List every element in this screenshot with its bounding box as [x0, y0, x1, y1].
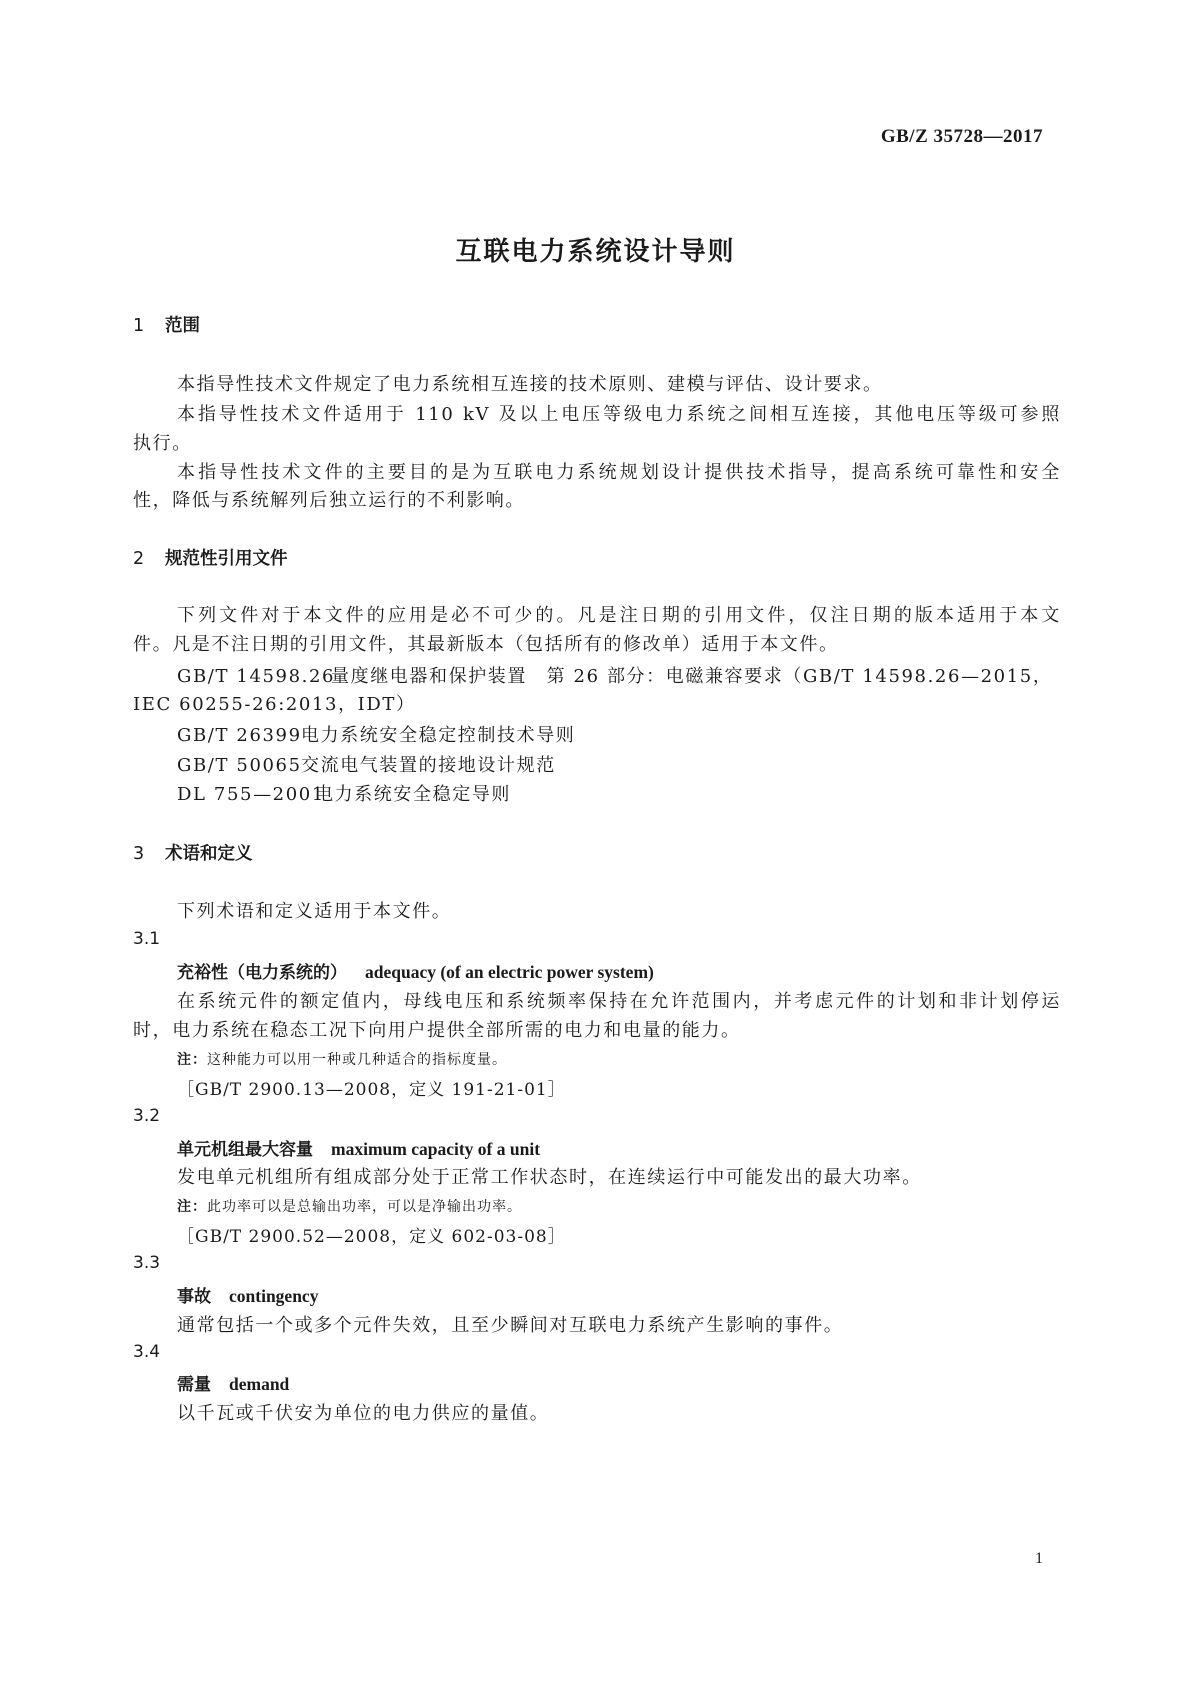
standard-code: GB/Z 35728—2017 — [880, 126, 1043, 147]
term-note — [177, 1196, 522, 1216]
section-number: 1 — [133, 316, 145, 336]
reference-title: 交流电气装置的接地设计规范 — [301, 755, 556, 776]
scope-paragraph-1: 本指导性技术文件规定了电力系统相互连接的技术原则、建模与评估、设计要求。 — [177, 374, 883, 395]
term-title — [177, 1135, 540, 1160]
terms-intro: 下列术语和定义适用于本文件。 — [177, 901, 452, 922]
term-en: contingency — [229, 1286, 319, 1306]
term-number: 3.1 — [133, 929, 161, 949]
reference-title: 量度继电器和保护装置 第 26 部分：电磁兼容要求（GB/T 14598.26—2015， — [331, 666, 1053, 687]
reference-title: 电力系统安全稳定导则 — [315, 784, 511, 805]
reference-code: GB/T 26399 — [177, 725, 302, 746]
term-definition-line-1: 在系统元件的额定值内，母线电压和系统频率保持在允许范围内，并考虑元件的计划和非计划停运 — [177, 991, 1061, 1012]
normative-refs-intro-line-2: 件。凡是不注日期的引用文件，其最新版本（包括所有的修改单）适用于本文件。 — [133, 634, 839, 655]
term-en: demand — [229, 1374, 290, 1394]
term-en: maximum capacity of a unit — [331, 1139, 541, 1159]
term-title — [177, 1370, 289, 1395]
normative-refs-intro — [177, 601, 1061, 627]
page-number: 1 — [1035, 1550, 1043, 1567]
note-label: 注： — [177, 1199, 207, 1215]
term-definition-line-2: 时，电力系统在稳态工况下向用户提供全部所需的电力和电量的能力。 — [133, 1020, 741, 1041]
note-label: 注： — [177, 1052, 207, 1068]
reference-item — [177, 751, 556, 777]
term-definition: 以千瓦或千伏安为单位的电力供应的量值。 — [177, 1403, 550, 1424]
term-note — [177, 1049, 507, 1069]
term-definition: 通常包括一个或多个元件失效，且至少瞬间对互联电力系统产生影响的事件。 — [177, 1315, 844, 1336]
section-number: 2 — [133, 549, 145, 569]
reference-title: 电力系统安全稳定控制技术导则 — [301, 725, 576, 746]
scope-paragraph-2-line-1: 本指导性技术文件适用于 110 kV 及以上电压等级电力系统之间相互连接，其他电压等级可参照 — [177, 404, 1061, 425]
reference-code: GB/T 14598.26 — [177, 666, 336, 687]
reference-item — [177, 662, 1052, 688]
section-title: 术语和定义 — [165, 844, 253, 864]
term-zh: 单元机组最大容量 — [177, 1140, 313, 1160]
term-number: 3.3 — [133, 1253, 161, 1273]
note-text: 此功率可以是总输出功率，可以是净输出功率。 — [207, 1199, 522, 1215]
term-zh: 事故 — [177, 1287, 211, 1307]
term-zh: 充裕性（电力系统的） — [177, 963, 347, 983]
term-zh: 需量 — [177, 1375, 211, 1395]
reference-item — [177, 721, 575, 747]
reference-code: GB/T 50065 — [177, 755, 302, 776]
term-definition — [177, 987, 1061, 1013]
reference-item-continuation: IEC 60255-26:2013，IDT） — [133, 694, 416, 715]
reference-code: DL 755—2001 — [177, 784, 325, 805]
section-2-heading — [133, 545, 288, 570]
normative-refs-intro-line-1: 下列文件对于本文件的应用是必不可少的。凡是注日期的引用文件，仅注日期的版本适用于本文 — [177, 605, 1061, 626]
document-title: 互联电力系统设计导则 — [455, 237, 736, 267]
scope-paragraph-2 — [177, 400, 1061, 426]
scope-paragraph-3 — [177, 458, 1061, 484]
term-number: 3.2 — [133, 1106, 161, 1126]
term-source: ［GB/T 2900.52—2008，定义 602-03-08］ — [177, 1227, 566, 1247]
scope-paragraph-2-line-2: 执行。 — [133, 433, 192, 454]
term-title — [177, 1282, 318, 1307]
scope-paragraph-3-line-1: 本指导性技术文件的主要目的是为互联电力系统规划设计提供技术指导，提高系统可靠性和安全 — [177, 462, 1061, 483]
section-number: 3 — [133, 844, 145, 864]
section-3-heading — [133, 840, 253, 865]
term-title — [177, 958, 654, 983]
term-number: 3.4 — [133, 1342, 161, 1362]
note-text: 这种能力可以用一种或几种适合的指标度量。 — [207, 1052, 507, 1068]
section-title: 范围 — [165, 316, 200, 336]
scope-paragraph-3-line-2: 性，降低与系统解列后独立运行的不利影响。 — [133, 490, 525, 511]
term-definition: 发电单元机组所有组成部分处于正常工作状态时，在连续运行中可能发出的最大功率。 — [177, 1167, 922, 1188]
term-en: adequacy (of an electric power system) — [365, 962, 654, 982]
section-title: 规范性引用文件 — [165, 549, 288, 569]
section-1-heading — [133, 312, 200, 337]
term-source: ［GB/T 2900.13—2008，定义 191-21-01］ — [177, 1080, 566, 1100]
reference-item — [177, 780, 511, 806]
